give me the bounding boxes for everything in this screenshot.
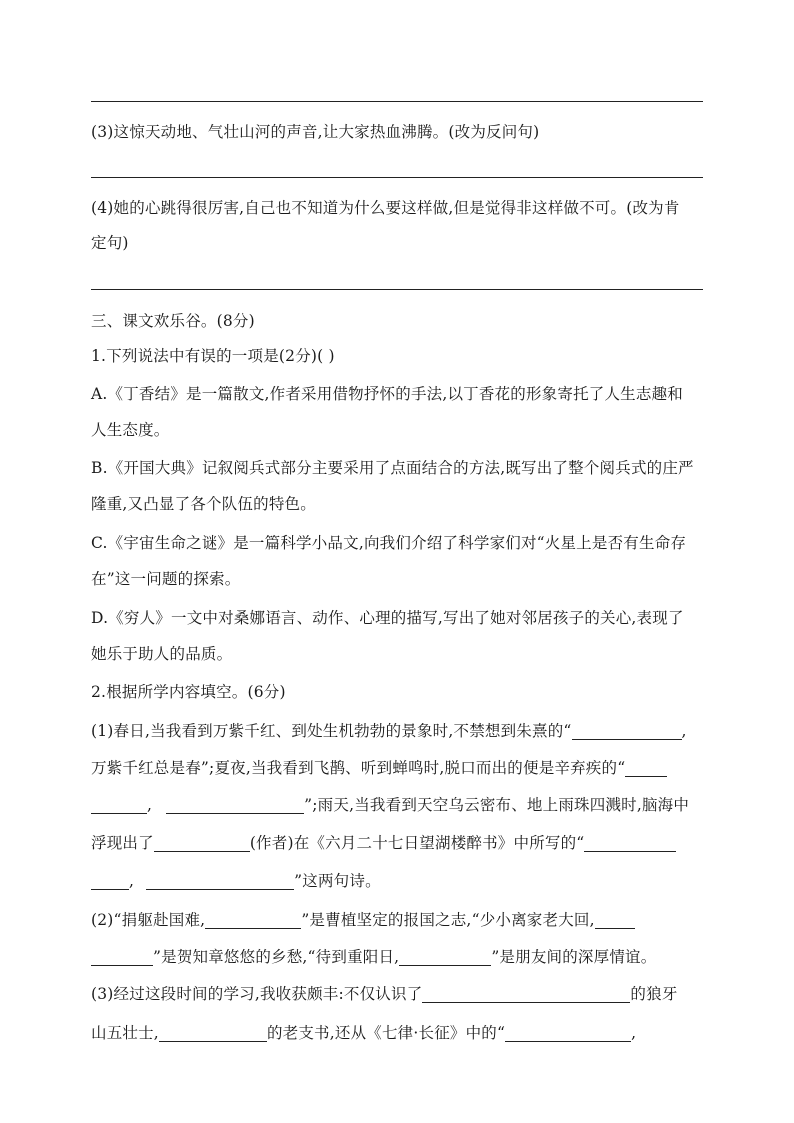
fill-row-2: 万紫千红总是春”;夏夜,当我看到飞鹊、听到蝉鸣时,脱口而出的便是辛弃疾的“ [91,758,711,778]
question-4-line2: 定句) [91,234,129,252]
fill-row-9: 山五壮士, 的老支书,还从《七律·长征》中的“ , [91,1024,637,1042]
blank-changzheng-line[interactable] [505,1025,631,1042]
blank-poem-line1-end[interactable] [91,873,129,890]
fill-row-1: (1)春日,当我看到万紫千红、到处生机勃勃的景象时,不禁想到朱熹的“ , [91,722,687,740]
answer-line-q4[interactable] [91,289,703,290]
question-3-text: (3)这惊天动地、气壮山河的声音,让大家热血沸腾。(改为反问句) [91,123,540,141]
blank-hezhizhang-end[interactable] [91,949,153,966]
fill-row-6: (2)“捐躯赴国难, ”是曹植坚定的报国之志,“少小离家老大回, [91,910,711,930]
option-b-line2: 隆重,又凸显了各个队伍的特色。 [91,495,316,513]
blank-caozhi[interactable] [205,912,301,929]
blank-author[interactable] [154,835,250,852]
section-3-title: 三、课文欢乐谷。(8分) [91,312,255,330]
option-d-line2: 她乐于助人的品质。 [91,645,233,663]
question-2-title: 2.根据所学内容填空。(6分) [91,683,286,701]
blank-menghaoran[interactable] [399,949,491,966]
answer-line-q2[interactable] [91,101,703,102]
option-a-line1: A.《丁香结》是一篇散文,作者采用借物抒怀的手法,以丁香花的形象寄托了人生志趣和 [91,385,683,403]
option-a-line2: 人生态度。 [91,421,170,439]
option-d-line1: D.《穷人》一文中对桑娜语言、动作、心理的描写,写出了她对邻居孩子的关心,表现了 [91,609,684,627]
blank-zhuxi-line[interactable] [572,723,682,740]
fill-row-8: (3)经过这段时间的学习,我收获颇丰:不仅认识了 的狼牙 [91,985,678,1003]
option-c-line1: C.《宇宙生命之谜》是一篇科学小品文,向我们介绍了科学家们对“火星上是否有生命存 [91,534,687,552]
option-b-line1: B.《开国大典》记叙阅兵式部分主要采用了点面结合的方法,既写出了整个阅兵式的庄严 [91,459,694,477]
blank-poem-line1-start[interactable] [584,835,676,852]
fill-row-3: , ”;雨天,当我看到天空乌云密布、地上雨珠四溅时,脑海中 [91,795,711,815]
question-1-title: 1.下列说法中有误的一项是(2分)( ) [91,347,335,365]
fill-row-4: 浮现出了 (作者)在《六月二十七日望湖楼醉书》中所写的“ [91,833,711,853]
blank-hezhizhang-start[interactable] [595,912,635,929]
fill-row-7: ”是贺知章悠悠的乡愁,“待到重阳日, ”是朋友间的深厚情谊。 [91,947,711,967]
blank-xinqiji-line1-start[interactable] [625,760,667,777]
answer-line-q3[interactable] [91,177,703,178]
question-4-line1: (4)她的心跳得很厉害,自己也不知道为什么要这样做,但是觉得非这样做不可。(改为肯 [91,199,680,217]
blank-xinqiji-line1-end[interactable] [91,797,147,814]
blank-zhishu-description[interactable] [159,1025,267,1042]
fill-row-5: , ”这两句诗。 [91,871,711,891]
blank-xinqiji-line2[interactable] [166,797,304,814]
blank-langya-description[interactable] [422,986,630,1003]
blank-poem-line2[interactable] [146,873,294,890]
option-c-line2: 在”这一问题的探索。 [91,570,241,588]
